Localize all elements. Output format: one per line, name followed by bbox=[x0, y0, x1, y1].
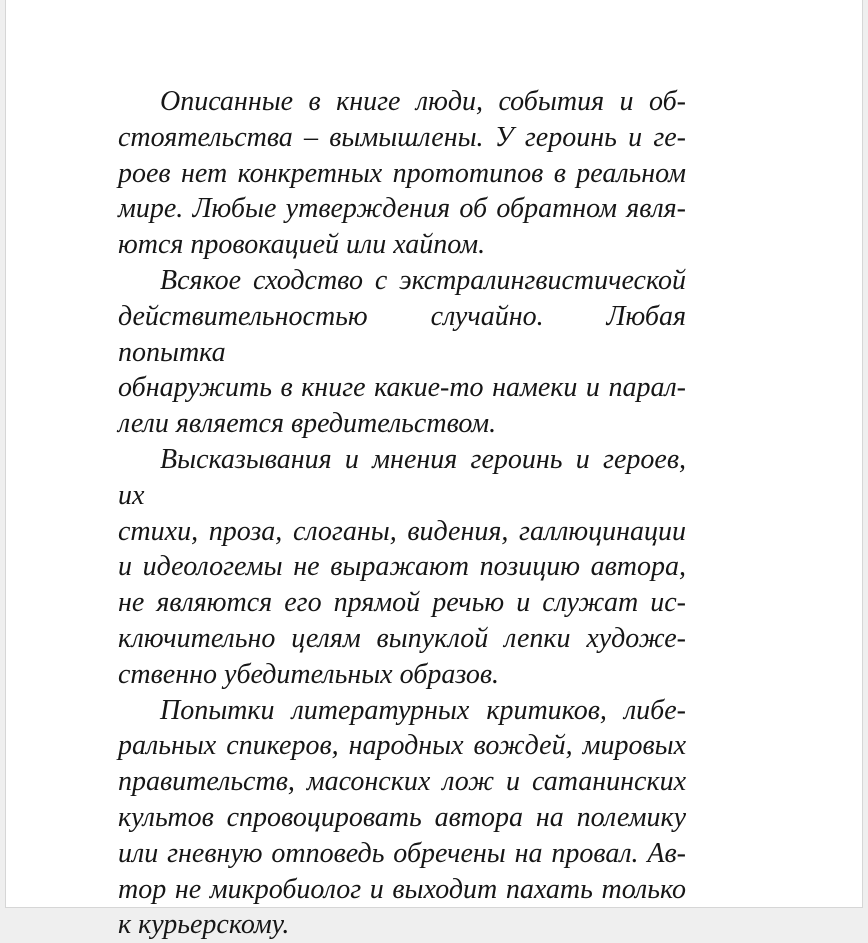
text-line: роев нет конкретных прототипов в реальном bbox=[118, 157, 686, 189]
text-line: ственно убедительных образов. bbox=[118, 658, 500, 690]
text-line: Попытки литературных критиков, либе- bbox=[160, 694, 686, 726]
text-line: Описанные в книге люди, события и об- bbox=[160, 86, 686, 117]
text-line: обнаружить в книге какие-то намеки и парал- bbox=[118, 372, 686, 404]
disclaimer-text bbox=[118, 84, 686, 943]
text-line: лели является вредительством. bbox=[118, 408, 497, 440]
text-line: правительств, масонских лож и сатанинских bbox=[118, 766, 686, 798]
text-line: не являются его прямой речью и служат ис- bbox=[118, 587, 686, 619]
text-line: и идеологемы не выражают позицию автора, bbox=[118, 551, 686, 583]
text-line: мире. Любые утверждения об обратном явля- bbox=[118, 193, 686, 225]
text-line: тор не микробиолог и выходит пахать только bbox=[118, 873, 686, 905]
text-line: Всякое сходство с экстралингвистической bbox=[160, 264, 686, 296]
text-line: ключительно целям выпуклой лепки художе- bbox=[118, 622, 686, 654]
text-line: к курьерскому. bbox=[118, 909, 290, 941]
text-line: стоятельства – вымышлены. У героинь и ге- bbox=[118, 121, 686, 153]
text-line: действительностью случайно. Любая попытка bbox=[118, 300, 686, 368]
text-line: ются провокацией или хайпом. bbox=[118, 229, 486, 261]
text-line: стихи, проза, слоганы, видения, галлюцинации bbox=[118, 515, 686, 547]
text-line: культов спровоцировать автора на полемику bbox=[118, 801, 686, 833]
text-line: ральных спикеров, народных вождей, мировых bbox=[118, 730, 686, 762]
book-page bbox=[5, 0, 863, 941]
text-line: Высказывания и мнения героинь и героев, их bbox=[118, 443, 686, 511]
text-line: или гневную отповедь обречены на провал. Ав- bbox=[118, 837, 686, 869]
